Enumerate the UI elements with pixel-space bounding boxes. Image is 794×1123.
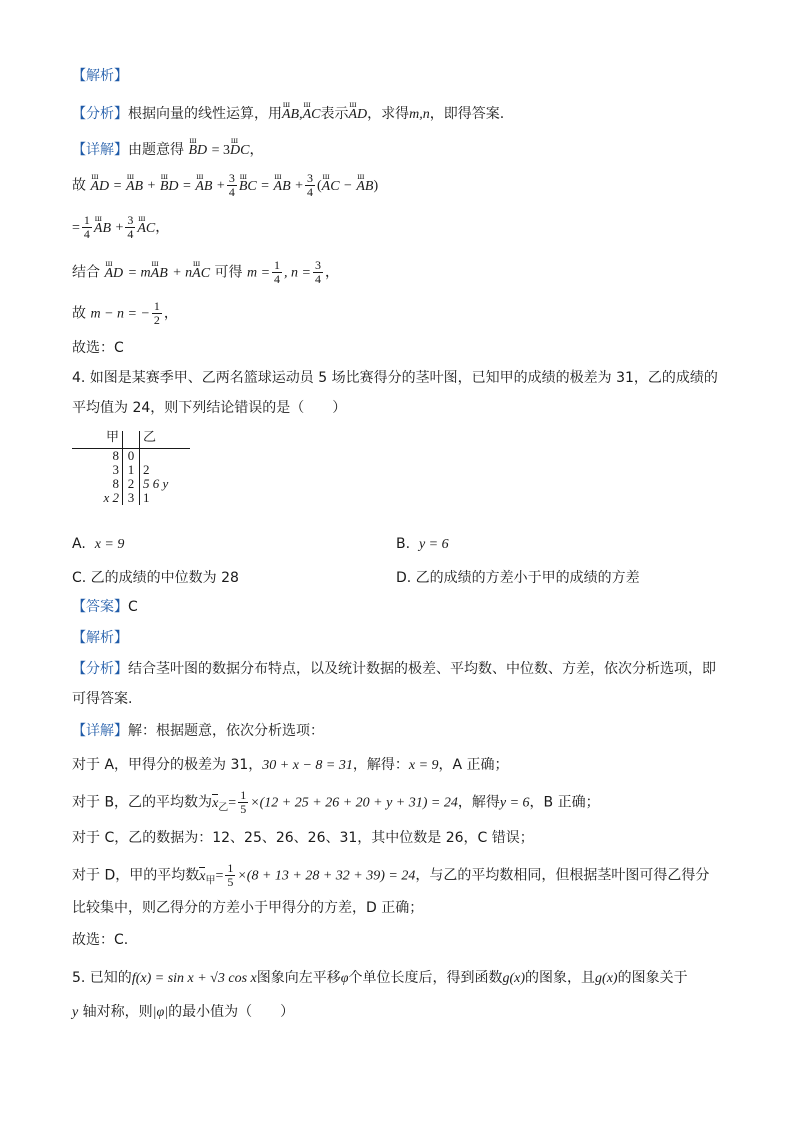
q3-xiangjie-line: 【详解】由题意得 ш BD = 3ш DC，	[72, 140, 263, 161]
q4-jiexi-heading: 【解析】	[72, 630, 128, 646]
q4-for-a-line: 对于 A，甲得分的极差为 31，30 + x − 8 = 31，解得：x = 9，A 正确；	[72, 757, 509, 773]
q5-stem-line-1: 5. 已知的f(x) = sin x + √3 cos x图象向左平移φ个单位长度后，得到函数g(x)的图象，且g(x)的图象关于	[72, 970, 688, 986]
stem-leaf-plot	[72, 431, 192, 521]
fraction: $\frac{3}{4}$	[314, 258, 321, 286]
section-jiexi-heading: 【解析】	[72, 68, 128, 84]
option-c: C. 乙的成绩的中位数为 28	[72, 570, 239, 586]
q3-derivation-line-1: 故 ш AD = ш AB + ш BD = ш AB + $\frac{3}{4}$ ш BC = ш AB + $\frac{3}{4}$ (ш AC − ш AB)	[72, 172, 378, 199]
fraction: $\frac{3}{4}$	[306, 171, 313, 199]
q4-answer-line	[72, 597, 138, 617]
fraction: $\frac{1}{2}$	[153, 299, 160, 327]
fraction: $\frac{3}{4}$	[228, 171, 235, 199]
fraction: $\frac{1}{5}$	[240, 788, 247, 816]
q4-for-d-line: 对于 D，甲的平均数$x_甲=$ $\frac{1}{5}$ ×(8 + 13 + 28 + 32 + 39) = 24，与乙的平均数相同，但根据茎叶图可得乙得分	[72, 861, 710, 889]
fraction: $\frac{1}{4}$	[83, 213, 90, 241]
q3-derivation-line-2: = $\frac{1}{4}$ ш AB + $\frac{3}{4}$ ш AC，	[72, 214, 169, 241]
option-b: B. y = 6	[396, 536, 449, 552]
fenxi-tag: 【分析】	[72, 106, 128, 122]
q4-for-b-line: 对于 B，乙的平均数为$x_乙=$ $\frac{1}{5}$ ×(12 + 25 + 26 + 20 + y + 31) = 24，解得y = 6，B 正确；	[72, 788, 600, 816]
fenxi-tag: 【分析】	[72, 661, 128, 677]
q5-stem-line-2: y 轴对称，则|φ|的最小值为（ ）	[72, 1004, 295, 1020]
q4-answer-conclusion: 故选：C.	[72, 932, 129, 948]
answer-value: C	[128, 599, 138, 615]
q4-for-c-line: 对于 C，乙的数据为：12、25、26、26、31，其中位数是 26，C 错误；	[72, 830, 534, 846]
fraction: $\frac{1}{4}$	[274, 258, 281, 286]
header-jia: 甲	[72, 431, 123, 449]
fraction: $\frac{3}{4}$	[127, 213, 134, 241]
q4-xiangjie-line: 【详解】解：根据题意，依次分析选项：	[72, 723, 324, 739]
q3-derivation-line-4: 故 m − n = − $\frac{1}{2}$ ，	[72, 299, 178, 327]
xiangjie-tag: 【详解】	[72, 142, 128, 158]
xiangjie-tag: 【详解】	[72, 723, 128, 739]
option-d: D. 乙的成绩的方差小于甲的成绩的方差	[396, 570, 640, 586]
q4-stem-line-2: 平均值为 24，则下列结论错误的是（ ）	[72, 400, 347, 416]
plot-row: 3 1 2	[112, 462, 150, 477]
q3-fenxi-line: 【分析】根据向量的线性运算，用ш AB,ш AC表示ш AD，求得m,n，即得答案.	[72, 104, 504, 125]
header-yi: 乙	[140, 431, 191, 449]
q3-derivation-line-3: 结合 ш AD = mш AB + nш AC 可得 m = $\frac{1}{4}$ , n = $\frac{3}{4}$ ，	[72, 259, 339, 286]
plot-row: 8 0	[72, 449, 190, 464]
plot-row: x 2 3 1	[103, 490, 150, 505]
q4-stem-line-1: 4. 如图是某赛季甲、乙两名篮球运动员 5 场比赛得分的茎叶图，已知甲的成绩的极差为 31，乙的成绩的	[72, 370, 718, 386]
fraction: $\frac{1}{5}$	[227, 861, 234, 889]
q3-answer-line: 故选：C	[72, 340, 124, 356]
answer-tag: 【答案】	[72, 599, 128, 615]
plot-row: 8 2 5 6 y	[112, 476, 169, 491]
q4-fenxi-line-1: 【分析】结合茎叶图的数据分布特点，以及统计数据的极差、平均数、中位数、方差，依次分析选项，即	[72, 661, 716, 677]
q4-fenxi-line-2: 可得答案.	[72, 691, 133, 707]
option-a: A. x = 9	[72, 536, 125, 552]
q4-for-d-line-2: 比较集中，则乙得分的方差小于甲得分的方差，D 正确；	[72, 900, 424, 916]
